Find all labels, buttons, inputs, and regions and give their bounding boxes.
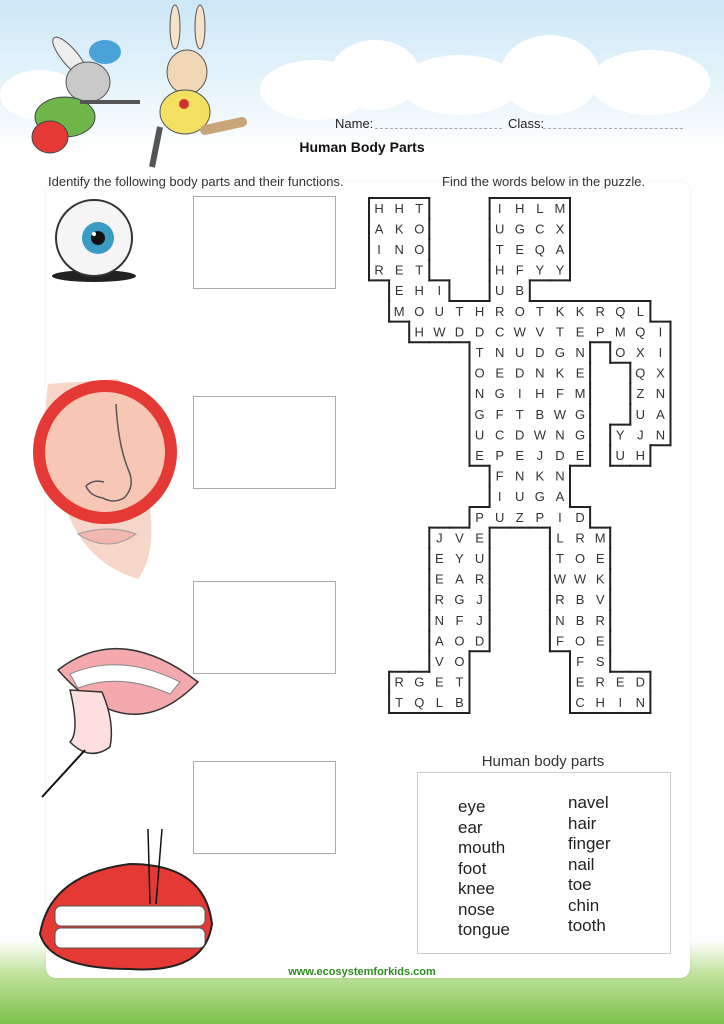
word-list-item: navel — [568, 793, 609, 812]
puzzle-letter[interactable]: U — [494, 221, 505, 237]
puzzle-letter[interactable]: G — [514, 221, 525, 237]
word-list-item: nose — [458, 899, 495, 919]
puzzle-letter[interactable]: N — [494, 345, 505, 360]
puzzle-letter[interactable]: F — [576, 654, 585, 669]
puzzle-letter[interactable]: B — [535, 406, 545, 422]
puzzle-letter[interactable]: I — [377, 242, 381, 257]
puzzle-letter[interactable]: T — [515, 406, 524, 422]
puzzle-letter[interactable]: E — [435, 674, 444, 690]
puzzle-letter[interactable]: L — [435, 695, 443, 711]
puzzle-letter[interactable]: B — [575, 612, 585, 628]
puzzle-letter[interactable]: P — [495, 448, 504, 463]
puzzle-letter[interactable]: O — [454, 633, 465, 649]
puzzle-letter[interactable]: U — [434, 303, 445, 319]
puzzle-letter[interactable]: U — [474, 551, 485, 566]
puzzle-letter[interactable]: K — [595, 571, 605, 587]
puzzle-letter[interactable]: E — [515, 242, 525, 257]
puzzle-letter[interactable]: E — [394, 283, 404, 299]
instructions-right: Find the words below in the puzzle. — [442, 174, 646, 189]
puzzle-letter[interactable]: O — [414, 242, 425, 257]
puzzle-letter[interactable]: I — [618, 695, 623, 711]
puzzle-letter[interactable]: O — [454, 654, 465, 669]
puzzle-letter[interactable]: V — [595, 592, 605, 608]
puzzle-letter[interactable]: M — [393, 303, 405, 319]
puzzle-letter[interactable]: P — [475, 509, 484, 525]
puzzle-letter[interactable]: K — [555, 303, 565, 319]
puzzle-letter[interactable]: H — [474, 303, 485, 319]
puzzle-letter[interactable]: G — [534, 489, 545, 505]
puzzle-letter[interactable]: N — [555, 612, 565, 628]
puzzle-letter[interactable]: B — [575, 592, 585, 608]
puzzle-letter[interactable]: E — [615, 674, 625, 690]
puzzle-letter[interactable]: B — [455, 695, 464, 711]
puzzle-letter[interactable]: R — [555, 592, 565, 608]
puzzle-letter[interactable]: R — [434, 592, 445, 608]
puzzle-letter[interactable]: M — [614, 324, 626, 340]
puzzle-letter[interactable]: A — [555, 489, 565, 505]
puzzle-letter[interactable]: E — [495, 365, 504, 381]
puzzle-letter[interactable]: E — [575, 674, 585, 690]
puzzle-letter[interactable]: N — [535, 365, 545, 381]
puzzle-letter[interactable]: G — [454, 592, 465, 608]
puzzle-letter[interactable]: O — [574, 633, 586, 649]
puzzle-letter[interactable]: E — [575, 448, 585, 463]
puzzle-letter[interactable]: Q — [615, 303, 626, 319]
puzzle-letter[interactable]: I — [558, 509, 562, 525]
puzzle-letter[interactable]: Q — [534, 242, 545, 257]
puzzle-letter[interactable]: H — [414, 324, 424, 340]
word-list-item: eye — [458, 797, 486, 816]
puzzle-letter[interactable]: T — [495, 242, 504, 257]
puzzle-letter[interactable]: J — [536, 448, 544, 463]
puzzle-letter[interactable]: U — [515, 345, 525, 360]
puzzle-letter[interactable]: O — [514, 303, 525, 319]
puzzle-letter[interactable]: E — [475, 530, 484, 546]
puzzle-letter[interactable]: H — [515, 200, 525, 216]
puzzle-letter[interactable]: I — [658, 345, 663, 360]
puzzle-letter[interactable]: Y — [455, 551, 464, 566]
puzzle-letter[interactable]: Y — [535, 262, 545, 278]
puzzle-letter[interactable]: T — [455, 674, 464, 690]
puzzle-letter[interactable]: I — [497, 200, 502, 216]
word-list-item: tooth — [568, 916, 606, 935]
word-list-item: nail — [568, 854, 595, 874]
puzzle-letter[interactable]: Q — [635, 365, 646, 381]
puzzle-letter[interactable]: V — [455, 530, 464, 546]
puzzle-letter[interactable]: T — [535, 303, 544, 319]
word-list-item: toe — [568, 875, 592, 894]
puzzle-letter[interactable]: G — [474, 406, 485, 422]
puzzle-letter[interactable]: D — [575, 509, 585, 525]
puzzle-letter[interactable]: F — [455, 612, 464, 628]
puzzle-letter[interactable]: W — [533, 427, 546, 443]
puzzle-letter[interactable]: N — [635, 695, 646, 711]
puzzle-letter[interactable]: C — [494, 427, 505, 443]
puzzle-letter[interactable]: X — [555, 221, 565, 237]
puzzle-letter[interactable]: P — [535, 509, 545, 525]
puzzle-letter[interactable]: E — [595, 551, 605, 566]
puzzle-letter[interactable]: J — [436, 530, 443, 546]
puzzle-letter[interactable]: A — [455, 571, 464, 587]
page-title: Human Body Parts — [299, 139, 425, 155]
puzzle-letter[interactable]: R — [474, 571, 485, 587]
puzzle-letter[interactable]: L — [636, 303, 644, 319]
word-list-item: ear — [458, 817, 483, 837]
puzzle-letter[interactable]: K — [394, 221, 404, 237]
puzzle-letter[interactable]: C — [535, 221, 545, 237]
puzzle-letter[interactable]: N — [655, 386, 666, 402]
puzzle-letter[interactable]: R — [575, 530, 585, 546]
puzzle-letter[interactable]: Y — [555, 262, 565, 278]
puzzle-letter[interactable]: G — [574, 427, 586, 443]
puzzle-letter[interactable]: K — [575, 303, 585, 319]
puzzle-letter[interactable]: U — [515, 489, 525, 505]
puzzle-letter[interactable]: S — [595, 654, 605, 669]
puzzle-letter[interactable]: N — [655, 427, 666, 443]
puzzle-letter[interactable]: G — [494, 386, 505, 402]
puzzle-letter[interactable]: N — [555, 427, 565, 443]
puzzle-letter[interactable]: D — [474, 633, 485, 649]
puzzle-letter[interactable]: E — [595, 633, 605, 649]
puzzle-letter[interactable]: Z — [636, 386, 645, 402]
puzzle-letter[interactable]: T — [395, 695, 404, 711]
puzzle-letter[interactable]: U — [474, 427, 485, 443]
puzzle-letter[interactable]: A — [435, 633, 444, 649]
puzzle-letter[interactable]: U — [494, 509, 505, 525]
puzzle-letter[interactable]: G — [574, 406, 586, 422]
puzzle-letter[interactable]: N — [434, 612, 445, 628]
puzzle-letter[interactable]: O — [414, 303, 425, 319]
puzzle-letter[interactable]: M — [594, 530, 606, 546]
puzzle-letter[interactable]: E — [394, 262, 404, 278]
puzzle-letter[interactable]: N — [555, 468, 565, 484]
puzzle-letter[interactable]: W — [433, 324, 446, 340]
puzzle-letter[interactable]: N — [515, 468, 525, 484]
puzzle-letter[interactable]: L — [556, 530, 564, 546]
puzzle-letter[interactable]: Z — [515, 509, 524, 525]
puzzle-letter[interactable]: W — [553, 406, 567, 422]
puzzle-letter[interactable]: I — [497, 489, 502, 505]
puzzle-letter[interactable]: C — [575, 695, 585, 711]
puzzle-letter[interactable]: F — [555, 386, 564, 402]
puzzle-letter[interactable]: D — [535, 345, 545, 360]
puzzle-letter[interactable]: A — [555, 242, 565, 257]
word-list-item: hair — [568, 813, 597, 833]
name-label: Name: — [335, 116, 374, 131]
puzzle-letter[interactable]: D — [454, 324, 465, 340]
puzzle-letter[interactable]: J — [637, 427, 644, 443]
puzzle-letter[interactable]: T — [555, 324, 564, 340]
word-list-box — [417, 772, 671, 954]
puzzle-letter[interactable]: R — [394, 674, 404, 690]
puzzle-letter[interactable]: H — [414, 283, 424, 299]
puzzle-letter[interactable]: T — [415, 200, 424, 216]
puzzle-letter[interactable]: N — [575, 345, 585, 360]
puzzle-letter[interactable]: K — [535, 468, 545, 484]
puzzle-letter[interactable]: R — [595, 674, 605, 690]
word-list-item: chin — [568, 895, 600, 915]
puzzle-letter[interactable]: L — [536, 200, 544, 216]
puzzle-letter[interactable]: N — [474, 386, 485, 402]
puzzle-letter[interactable]: O — [414, 221, 425, 237]
word-list-column-2 — [568, 793, 611, 937]
puzzle-letter[interactable]: H — [635, 448, 646, 463]
puzzle-letter[interactable]: E — [515, 448, 525, 463]
puzzle-letter[interactable]: T — [455, 303, 464, 319]
puzzle-letter[interactable]: U — [615, 448, 625, 463]
puzzle-letter[interactable]: N — [394, 242, 404, 257]
puzzle-letter[interactable]: X — [636, 345, 645, 360]
puzzle-letter[interactable]: M — [554, 200, 566, 216]
puzzle-letter[interactable]: F — [495, 406, 504, 422]
word-list-item: foot — [458, 858, 487, 878]
puzzle-letter[interactable]: O — [474, 365, 485, 381]
puzzle-letter[interactable]: O — [615, 345, 626, 360]
puzzle-letter[interactable]: U — [635, 406, 646, 422]
puzzle-letter[interactable]: I — [437, 283, 442, 299]
instructions-left: Identify the following body parts and their functions. — [48, 174, 344, 189]
puzzle-letter[interactable]: E — [475, 448, 484, 463]
puzzle-letter[interactable]: R — [595, 303, 605, 319]
puzzle-letter[interactable]: D — [515, 365, 525, 381]
puzzle-letter[interactable]: O — [574, 551, 586, 566]
puzzle-letter[interactable]: T — [475, 345, 484, 360]
puzzle-letter[interactable]: E — [575, 365, 585, 381]
puzzle-letter[interactable]: B — [515, 283, 525, 299]
puzzle-letter[interactable]: D — [474, 324, 485, 340]
puzzle-letter[interactable]: E — [575, 324, 585, 340]
puzzle-letter[interactable]: Y — [615, 427, 625, 443]
puzzle-letter[interactable]: V — [435, 654, 444, 669]
puzzle-letter[interactable]: I — [517, 386, 522, 402]
footer-website: www.ecosystemforkids.com — [288, 966, 436, 978]
puzzle-letter[interactable]: Q — [414, 695, 425, 711]
puzzle-letter[interactable]: E — [435, 571, 444, 587]
puzzle-letter[interactable]: H — [535, 386, 545, 402]
puzzle-letter[interactable]: V — [535, 324, 545, 340]
word-list-item: tongue — [458, 920, 510, 939]
puzzle-letter[interactable]: T — [555, 551, 564, 566]
puzzle-letter[interactable]: W — [513, 324, 526, 340]
puzzle-letter[interactable]: R — [595, 612, 605, 628]
puzzle-letter[interactable]: F — [555, 633, 564, 649]
word-list-item: mouth — [458, 838, 506, 857]
puzzle-letter[interactable]: K — [555, 365, 565, 381]
puzzle-letter[interactable]: T — [415, 262, 424, 278]
puzzle-letter[interactable]: P — [595, 324, 605, 340]
puzzle-letter[interactable]: G — [414, 674, 425, 690]
puzzle-letter[interactable]: F — [515, 262, 524, 278]
word-list-title: Human body parts — [481, 753, 605, 770]
puzzle-letter[interactable]: M — [574, 386, 586, 402]
puzzle-letter[interactable]: D — [555, 448, 565, 463]
puzzle-letter[interactable]: R — [494, 303, 505, 319]
puzzle-letter[interactable]: A — [656, 406, 665, 422]
class-label: Class: — [508, 116, 545, 131]
puzzle-letter[interactable]: H — [394, 200, 404, 216]
puzzle-letter[interactable]: Q — [635, 324, 646, 340]
puzzle-letter[interactable]: H — [595, 695, 605, 711]
puzzle-letter[interactable]: W — [573, 571, 587, 587]
puzzle-letter[interactable]: R — [374, 262, 384, 278]
puzzle-letter[interactable]: H — [374, 200, 384, 216]
word-list-column-1 — [458, 797, 510, 941]
puzzle-letter[interactable]: G — [554, 345, 566, 360]
puzzle-letter[interactable]: A — [374, 221, 384, 237]
puzzle-letter[interactable]: J — [476, 612, 483, 628]
puzzle-letter[interactable]: E — [435, 551, 444, 566]
puzzle-letter[interactable]: X — [656, 365, 665, 381]
puzzle-letter[interactable]: W — [553, 571, 567, 587]
puzzle-letter[interactable]: D — [515, 427, 525, 443]
puzzle-letter[interactable]: J — [476, 592, 483, 608]
puzzle-letter[interactable]: I — [658, 324, 663, 340]
puzzle-letter[interactable]: D — [635, 674, 646, 690]
puzzle-letter[interactable]: U — [494, 283, 505, 299]
puzzle-letter[interactable]: C — [494, 324, 505, 340]
word-list-item: knee — [458, 879, 495, 898]
puzzle-letter[interactable]: H — [494, 262, 505, 278]
word-list-item: finger — [568, 834, 611, 853]
puzzle-letter[interactable]: F — [495, 468, 504, 484]
